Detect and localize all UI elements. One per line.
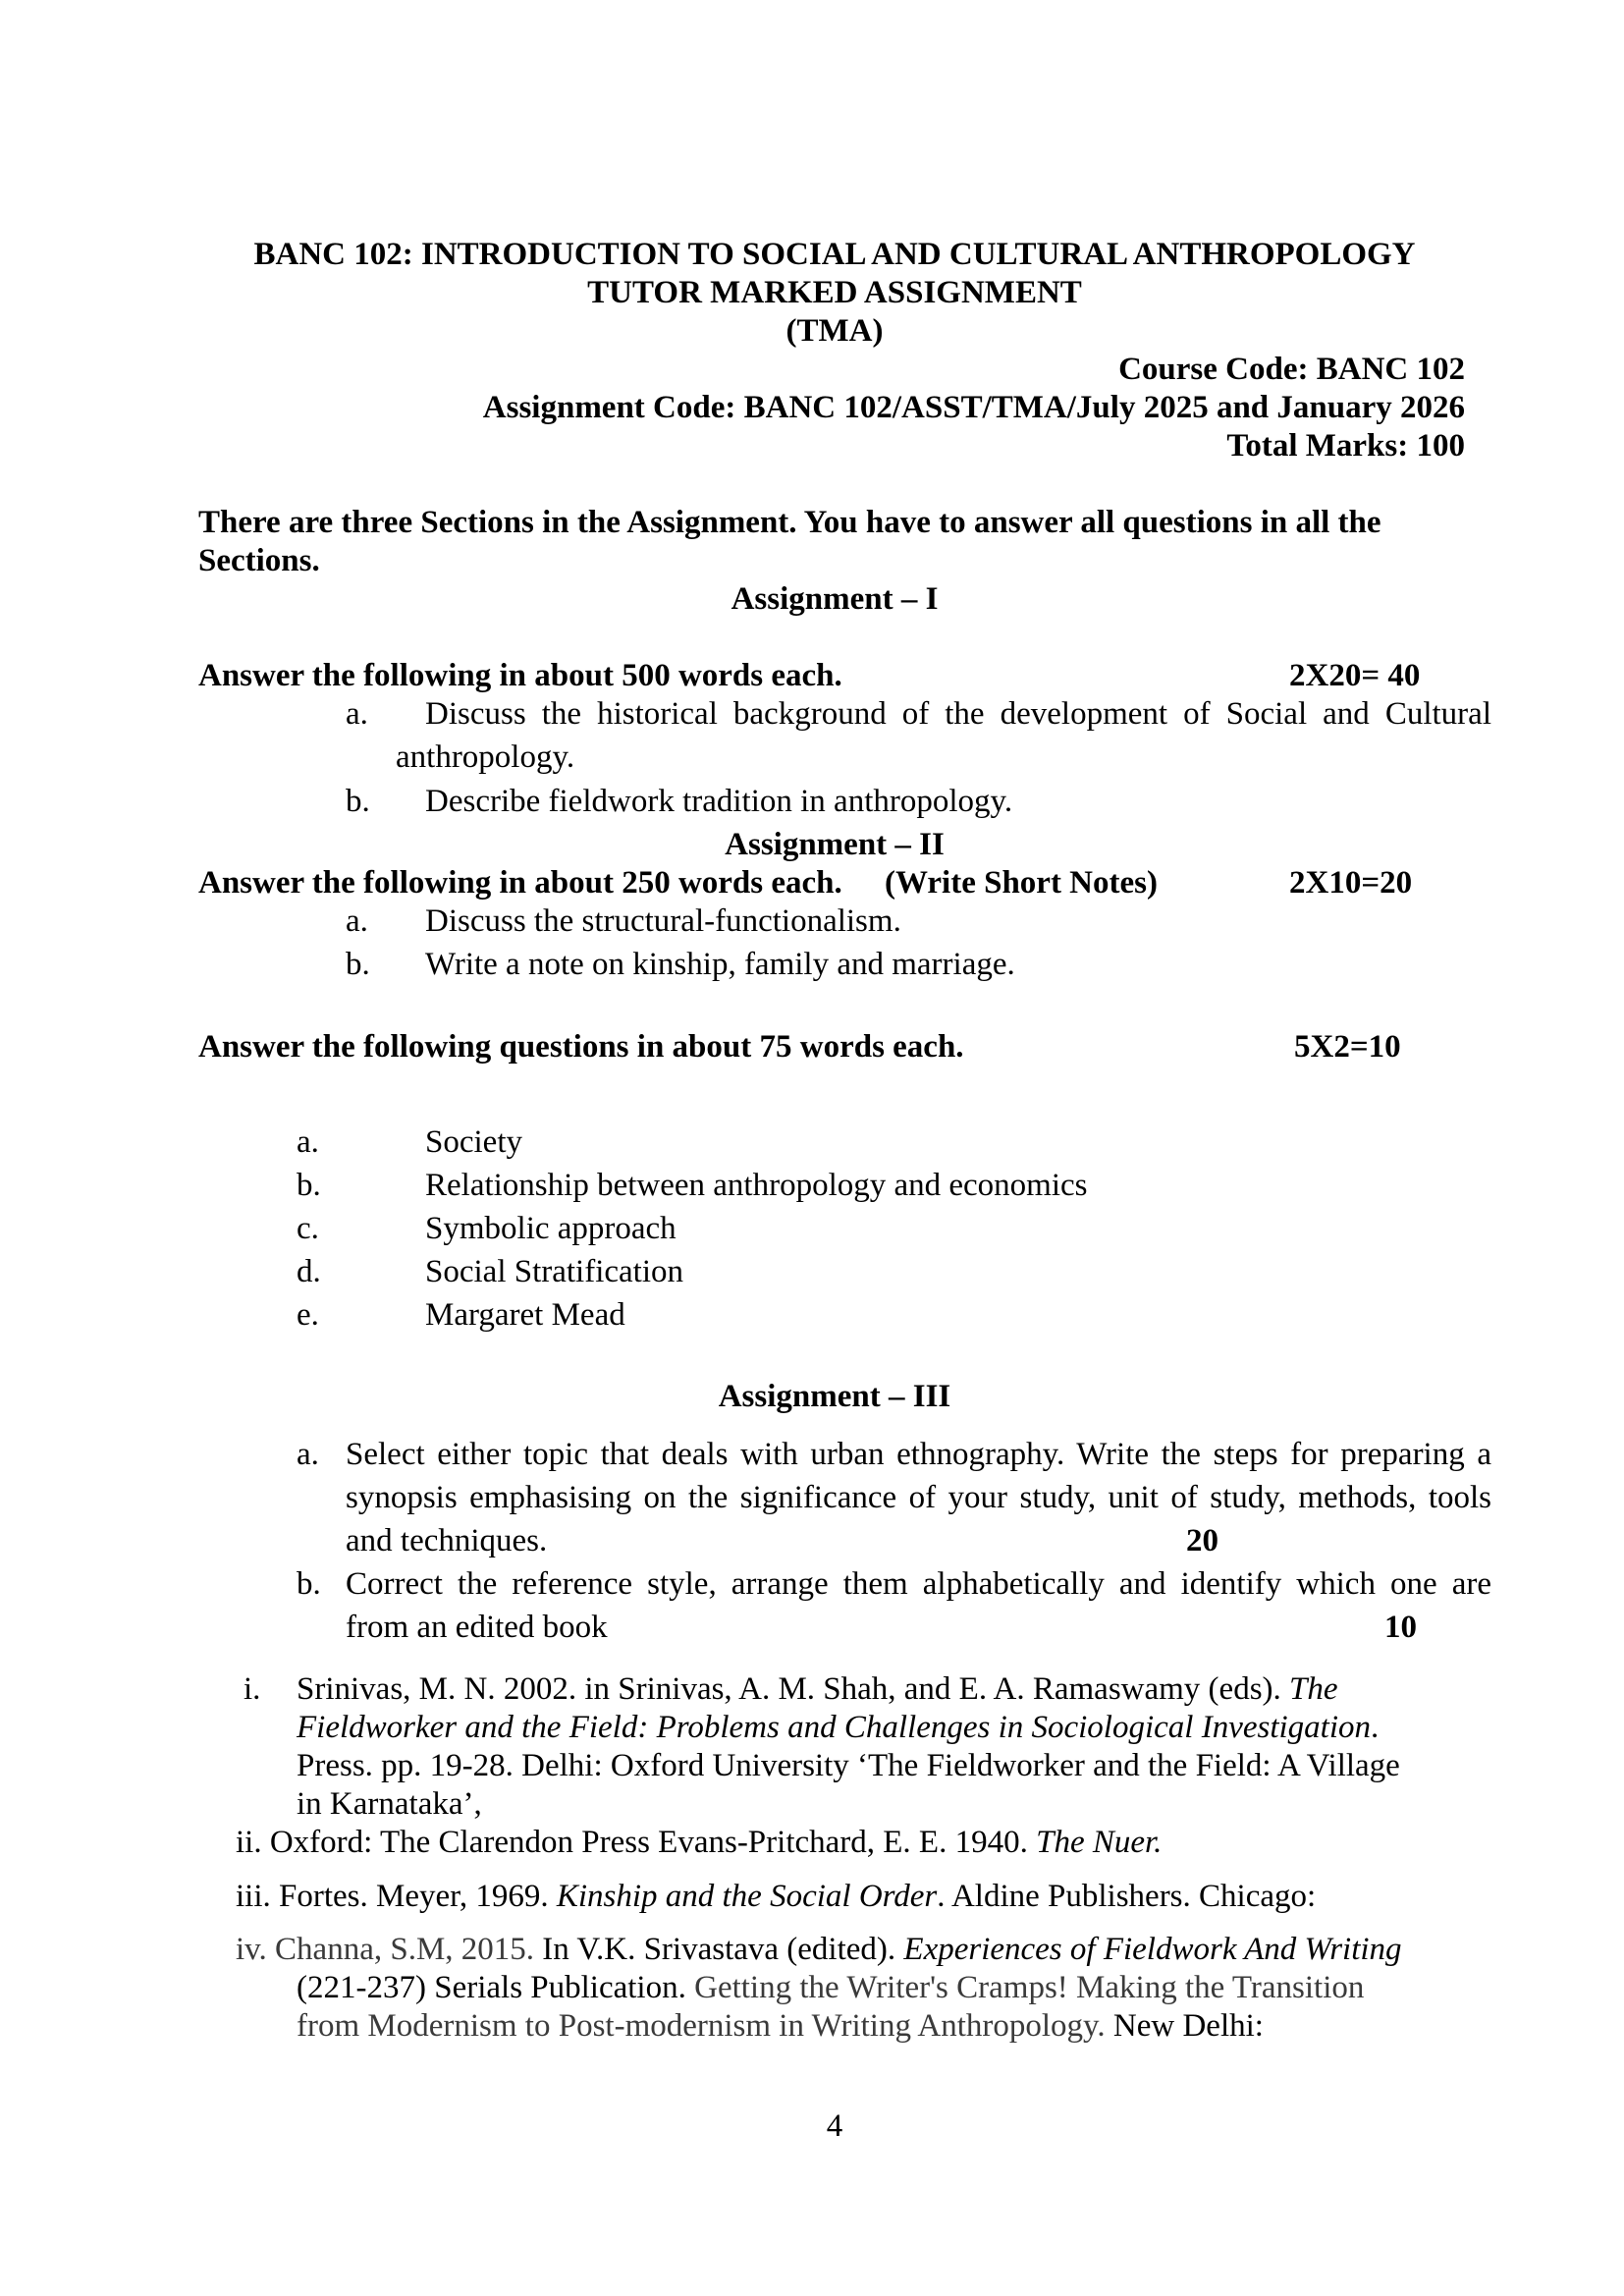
section-2-note: (Write Short Notes) (885, 865, 1158, 901)
reference-4-chapter-title: Getting the Writer's Cramps! Making the Transition (694, 1970, 1365, 2005)
short-item-marker: e. (297, 1297, 319, 1333)
section-3-item-b-marker: b. (297, 1566, 321, 1602)
reference-1-marker: i. (244, 1671, 261, 1707)
reference-4-chapter-title-end: from Modernism to Post-modernism in Writing Anthropology. (297, 2008, 1106, 2044)
reference-3-text: Fortes. Meyer, 1969. (279, 1879, 549, 1914)
reference-1-title-start: The (1289, 1671, 1338, 1707)
reference-4-line-3 (297, 2007, 1264, 2047)
reference-1-period: . (1371, 1710, 1380, 1745)
short-notes-instruction: Answer the following questions in about 75 words each. (198, 1029, 964, 1065)
section-3-item-b-line-2: from an edited book (346, 1610, 608, 1645)
reference-2-text: Oxford: The Clarendon Press Evans-Pritchard, E. E. 1940. (269, 1825, 1028, 1860)
short-item-text: Society (425, 1124, 522, 1160)
section-3-item-a-line-1: Select either topic that deals with urban ethnography. Write the steps for preparing a (346, 1437, 1491, 1472)
short-notes-marks: 5X2=10 (1294, 1029, 1401, 1065)
short-item-marker: c. (297, 1211, 319, 1246)
course-code: Course Code: BANC 102 (1118, 352, 1465, 387)
section-1-item-b-marker: b. (346, 784, 370, 819)
reference-2-title: The Nuer. (1036, 1825, 1163, 1860)
reference-4-place: New Delhi: (1112, 2008, 1264, 2044)
intro-line-1: There are three Sections in the Assignment. You have to answer all questions in all the (198, 505, 1381, 540)
short-item-text: Relationship between anthropology and economics (425, 1168, 1088, 1203)
section-2-instruction: Answer the following in about 250 words each. (198, 865, 842, 901)
section-1-item-a-line-2: anthropology. (396, 739, 575, 775)
section-3-item-a-line-2: synopsis emphasising on the significance of your study, unit of study, methods, tools (346, 1480, 1491, 1515)
section-2-marks: 2X10=20 (1289, 865, 1413, 901)
reference-1-line-4: in Karnataka’, (297, 1786, 482, 1822)
section-1-item-a-marker: a. (346, 696, 368, 732)
reference-1-line-2 (297, 1709, 1379, 1748)
section-3-item-b-marks: 10 (1384, 1610, 1417, 1645)
reference-3-marker: iii. (236, 1879, 271, 1914)
short-item-text: Symbolic approach (425, 1211, 677, 1246)
section-3-item-b-line-1: Correct the reference style, arrange them alphabetically and identify which one are (346, 1566, 1491, 1602)
section-2-item-b-marker: b. (346, 947, 370, 982)
reference-3-publisher: . Aldine Publishers. Chicago: (937, 1879, 1317, 1914)
reference-4-line-1 (236, 1931, 1402, 1970)
reference-4-publisher: (221-237) Serials Publication. (297, 1970, 686, 2005)
reference-1-text: Srinivas, M. N. 2002. in Srinivas, A. M. Shah, and E. A. Ramaswamy (eds). (297, 1671, 1281, 1707)
document-subtitle: TUTOR MARKED ASSIGNMENT (587, 275, 1082, 310)
reference-2-marker: ii. (236, 1825, 262, 1860)
short-item-text: Margaret Mead (425, 1297, 625, 1333)
short-item-text: Social Stratification (425, 1254, 684, 1289)
document-abbreviation: (TMA) (785, 313, 884, 349)
reference-4-marker: iv. (236, 1932, 267, 1967)
section-3-heading: Assignment – III (718, 1379, 951, 1414)
section-2-heading: Assignment – II (725, 827, 945, 862)
intro-line-2: Sections. (198, 543, 320, 578)
reference-4-line-2 (297, 1969, 1437, 2008)
section-2-item-a-marker: a. (346, 903, 368, 939)
page-number: 4 (826, 2108, 843, 2144)
section-2-item-a-text: Discuss the structural-functionalism. (425, 903, 901, 939)
section-1-heading: Assignment – I (731, 581, 939, 617)
assignment-code: Assignment Code: BANC 102/ASST/TMA/July 2025 and January 2026 (482, 390, 1465, 425)
reference-4-book-title: Experiences of Fieldwork And Writing (903, 1932, 1402, 1967)
short-item-marker: a. (297, 1124, 319, 1160)
section-1-instruction: Answer the following in about 500 words each. (198, 658, 842, 693)
section-1-marks: 2X20= 40 (1289, 658, 1421, 693)
reference-4-editor: In V.K. Srivastava (edited). (542, 1932, 896, 1967)
short-item-marker: b. (297, 1168, 321, 1203)
reference-3 (236, 1878, 1316, 1917)
short-item-marker: d. (297, 1254, 321, 1289)
total-marks: Total Marks: 100 (1226, 428, 1465, 464)
section-1-item-a-line-1: Discuss the historical background of the development of Social and Cultural (425, 696, 1491, 732)
section-2-item-b-text: Write a note on kinship, family and marriage. (425, 947, 1015, 982)
reference-1-line-1 (297, 1670, 1437, 1710)
reference-1-book-title: Fieldworker and the Field: Problems and Challenges in Sociological Investigation (297, 1710, 1372, 1745)
document-title: BANC 102: INTRODUCTION TO SOCIAL AND CULTURAL ANTHROPOLOGY (253, 237, 1416, 272)
reference-1-line-3: Press. pp. 19-28. Delhi: Oxford University ‘The Fieldworker and the Field: A Village (297, 1748, 1400, 1783)
section-3-item-a-marks: 20 (1186, 1523, 1218, 1558)
reference-2 (236, 1824, 1162, 1863)
section-3-item-a-marker: a. (297, 1437, 319, 1472)
reference-3-title: Kinship and the Social Order (556, 1879, 938, 1914)
section-1-item-b-text: Describe fieldwork tradition in anthropology. (425, 784, 1013, 819)
reference-4-author: Channa, S.M, 2015. (275, 1932, 535, 1967)
section-3-item-a-line-3: and techniques. (346, 1523, 548, 1558)
